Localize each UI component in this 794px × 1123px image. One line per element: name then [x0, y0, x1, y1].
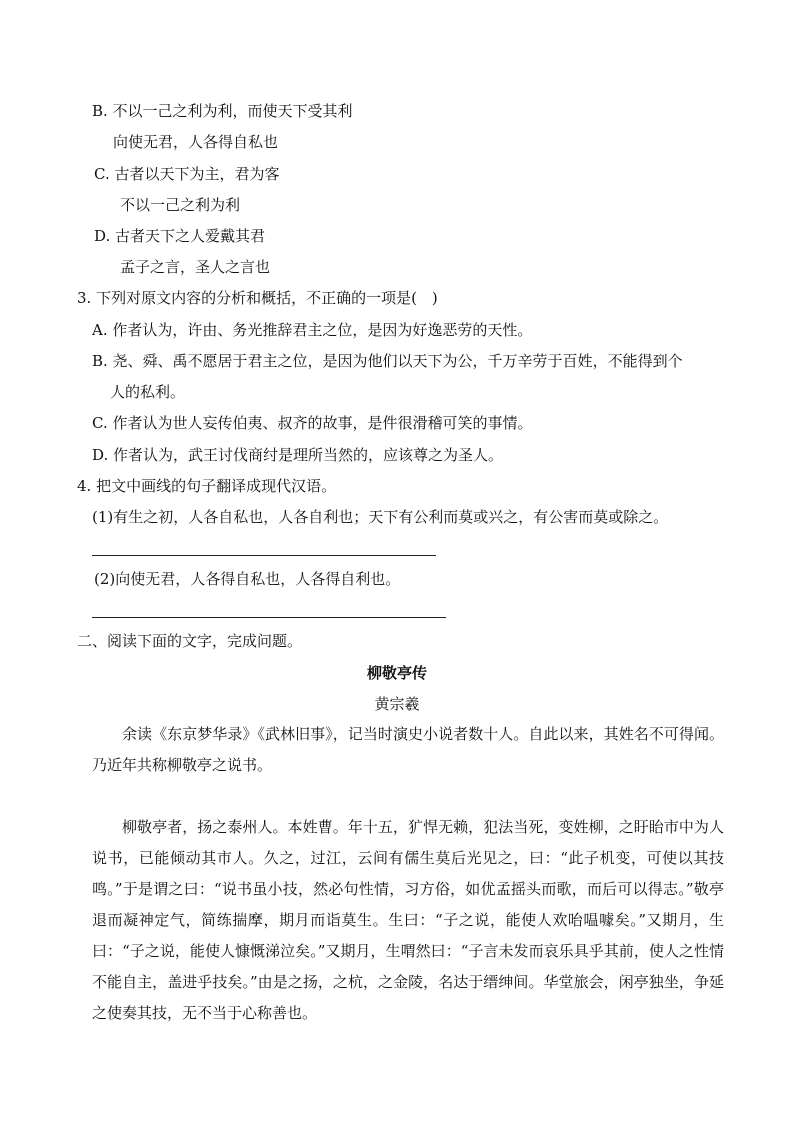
q3-option-c: C. 作者认为世人妄传伯夷、叔齐的故事，是件很滑稽可笑的事情。: [92, 414, 533, 432]
q3-option-a: A. 作者认为，许由、务光推辞君主之位，是因为好逸恶劳的天性。: [92, 321, 533, 339]
q2-option-d-sub: 孟子之言，圣人之言也: [120, 258, 271, 276]
q3-stem: 3. 下列对原文内容的分析和概括，不正确的一项是( ): [77, 289, 438, 307]
q3-option-d: D. 作者认为，武王讨伐商纣是理所当然的，应该尊之为圣人。: [92, 446, 504, 464]
q3-option-b-line1: B. 尧、舜、禹不愿居于君主之位，是因为他们以天下为公，千万辛劳于百姓，不能得到个: [92, 352, 683, 370]
section-heading: 二、阅读下面的文字，完成问题。: [77, 632, 303, 650]
q2-option-c: C. 古者以天下为主，君为客: [94, 165, 280, 183]
answer-line-2[interactable]: [92, 617, 446, 618]
q2-option-d: D. 古者天下之人爱戴其君: [94, 227, 266, 245]
answer-line-1[interactable]: [92, 555, 436, 556]
q4-item-2: (2)向使无君，人各得自私也，人各得自利也。: [94, 570, 401, 588]
q4-stem: 4. 把文中画线的句子翻译成现代汉语。: [77, 477, 337, 495]
passage-title: 柳敬亭传: [366, 664, 427, 682]
q2-option-c-sub: 不以一己之利为利: [120, 196, 241, 214]
passage-author: 黄宗羲: [374, 695, 420, 713]
passage-paragraph-2: 柳敬亭者，扬之泰州人。本姓曹。年十五，犷悍无赖，犯法当死，变姓柳，之盱眙市中为人说书，已能倾动其市人。久之，过江，云间有儒生莫后光见之，曰：“此子机变，可使以其技鸣。”于是谓之曰：“说书虽小技，然必句性情，习方俗，如优孟摇头而歌，而后可以得志。”敬亭退而凝神定气，简练揣摩，期月而诣莫生。生曰：“子之说，能使人欢咍嗢噱矣。”又期月，生曰：“子之说，能使人慷慨涕泣矣。”又期月，生喟然曰：“子言未发而哀乐具乎其前，使人之性情不能自主，盖进乎技矣。”由是之扬，之杭，之金陵，名达于缙绅间。华堂旅会，闲亭独坐，争延之使奏其技，无不当于心称善也。: [92, 818, 724, 1022]
q3-option-b-line2: 人的私利。: [110, 383, 186, 401]
q2-option-b-sub: 向使无君，人各得自私也: [113, 133, 279, 151]
q4-item-1: (1)有生之初，人各自私也，人各自利也；天下有公利而莫或兴之，有公害而莫或除之。: [92, 508, 669, 526]
q2-option-b: B. 不以一己之利为利，而使天下受其利: [92, 102, 353, 120]
passage-paragraph-1: 余读《东京梦华录》《武林旧事》，记当时演史小说者数十人。自此以来，其姓名不可得闻。乃近年共称柳敬亭之说书。: [92, 725, 724, 774]
